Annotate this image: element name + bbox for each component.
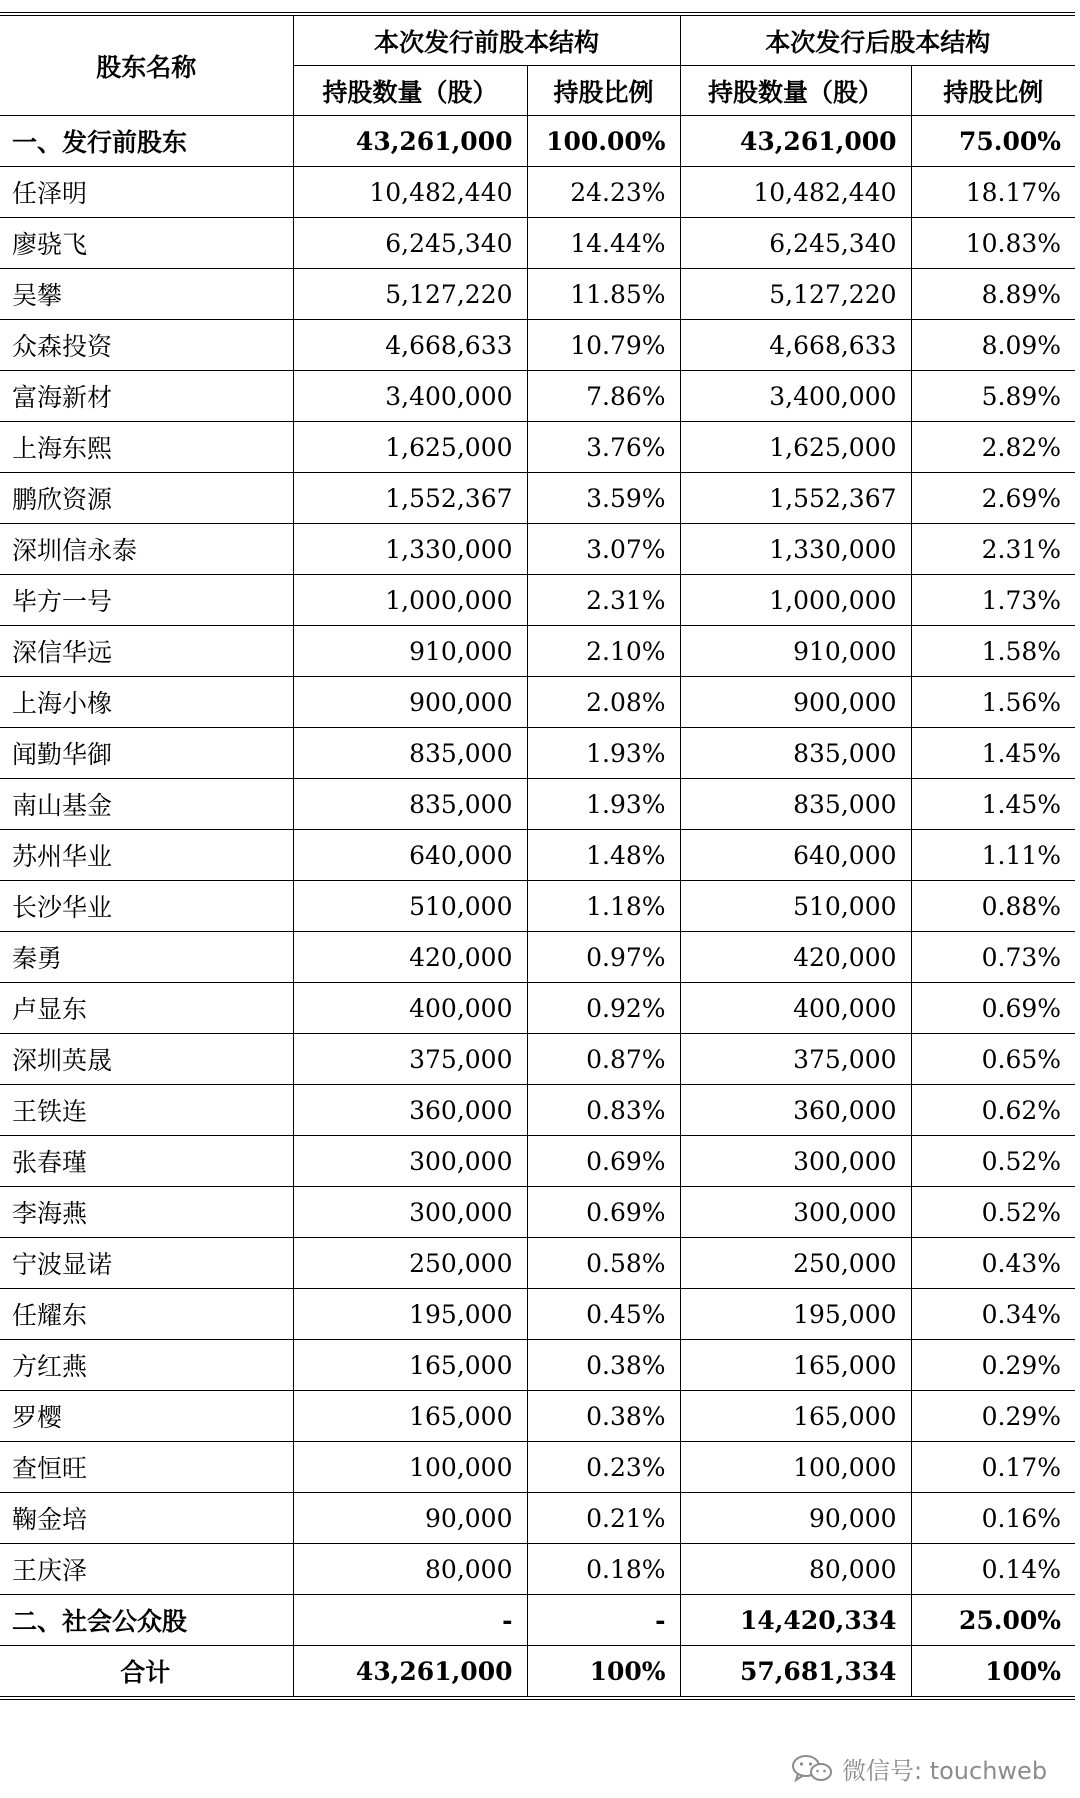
before-shares-cell: - [293,1595,527,1646]
wechat-icon [790,1753,834,1783]
after-shares-cell: 1,330,000 [680,524,911,575]
before-shares-cell: 80,000 [293,1544,527,1595]
before-ratio-cell: 14.44% [527,218,680,269]
before-ratio-cell: 100% [527,1646,680,1699]
table-row [0,932,1075,983]
before-shares-cell: 165,000 [293,1340,527,1391]
before-shares-cell: 1,625,000 [293,422,527,473]
table-row [0,1442,1075,1493]
after-shares-cell: 300,000 [680,1136,911,1187]
table-row [0,1136,1075,1187]
before-shares-cell: 10,482,440 [293,167,527,218]
before-ratio-cell: 0.38% [527,1391,680,1442]
header-shareholder-name: 股东名称 [0,14,293,116]
table-row [0,371,1075,422]
before-ratio-cell: - [527,1595,680,1646]
after-ratio-cell: 1.56% [911,677,1075,728]
table-row [0,830,1075,881]
shareholder-name-cell: 廖骁飞 [0,218,293,269]
before-shares-cell: 835,000 [293,728,527,779]
shareholder-name-cell: 众森投资 [0,320,293,371]
after-shares-cell: 4,668,633 [680,320,911,371]
before-ratio-cell: 24.23% [527,167,680,218]
before-ratio-cell: 2.31% [527,575,680,626]
before-shares-cell: 5,127,220 [293,269,527,320]
before-ratio-cell: 2.08% [527,677,680,728]
table-row [0,1034,1075,1085]
table-body [0,116,1075,1699]
header-after-shares: 持股数量（股） [680,66,911,116]
before-shares-cell: 100,000 [293,1442,527,1493]
table-row [0,1187,1075,1238]
before-ratio-cell: 0.23% [527,1442,680,1493]
shareholder-name-cell: 二、社会公众股 [0,1595,293,1646]
shareholding-table [0,12,1075,1700]
before-ratio-cell: 1.18% [527,881,680,932]
after-shares-cell: 10,482,440 [680,167,911,218]
before-ratio-cell: 3.07% [527,524,680,575]
before-ratio-cell: 11.85% [527,269,680,320]
before-ratio-cell: 1.48% [527,830,680,881]
table-row [0,677,1075,728]
after-ratio-cell: 1.45% [911,728,1075,779]
after-shares-cell: 195,000 [680,1289,911,1340]
after-ratio-cell: 1.11% [911,830,1075,881]
after-shares-cell: 57,681,334 [680,1646,911,1699]
after-shares-cell: 300,000 [680,1187,911,1238]
table-row [0,269,1075,320]
table-row [0,1493,1075,1544]
table-row [0,422,1075,473]
shareholder-name-cell: 鞠金培 [0,1493,293,1544]
after-shares-cell: 165,000 [680,1391,911,1442]
before-shares-cell: 835,000 [293,779,527,830]
shareholder-name-cell: 宁波显诺 [0,1238,293,1289]
before-ratio-cell: 1.93% [527,728,680,779]
before-shares-cell: 43,261,000 [293,1646,527,1699]
before-shares-cell: 90,000 [293,1493,527,1544]
table-row [0,1238,1075,1289]
after-ratio-cell: 0.52% [911,1136,1075,1187]
shareholder-name-cell: 查恒旺 [0,1442,293,1493]
before-ratio-cell: 0.92% [527,983,680,1034]
before-shares-cell: 3,400,000 [293,371,527,422]
after-shares-cell: 510,000 [680,881,911,932]
shareholder-name-cell: 苏州华业 [0,830,293,881]
table-row [0,1544,1075,1595]
after-shares-cell: 14,420,334 [680,1595,911,1646]
after-ratio-cell: 1.73% [911,575,1075,626]
table-row [0,524,1075,575]
after-ratio-cell: 100% [911,1646,1075,1699]
after-shares-cell: 375,000 [680,1034,911,1085]
table-row [0,983,1075,1034]
header-after-ratio: 持股比例 [911,66,1075,116]
before-ratio-cell: 3.59% [527,473,680,524]
before-shares-cell: 300,000 [293,1136,527,1187]
table-row [0,1085,1075,1136]
before-ratio-cell: 0.45% [527,1289,680,1340]
table-row [0,1340,1075,1391]
after-ratio-cell: 8.89% [911,269,1075,320]
after-ratio-cell: 0.14% [911,1544,1075,1595]
after-shares-cell: 3,400,000 [680,371,911,422]
after-shares-cell: 640,000 [680,830,911,881]
before-shares-cell: 900,000 [293,677,527,728]
shareholder-name-cell: 李海燕 [0,1187,293,1238]
after-ratio-cell: 1.45% [911,779,1075,830]
before-shares-cell: 510,000 [293,881,527,932]
shareholder-name-cell: 合计 [0,1646,293,1699]
before-shares-cell: 400,000 [293,983,527,1034]
before-shares-cell: 4,668,633 [293,320,527,371]
after-ratio-cell: 5.89% [911,371,1075,422]
before-ratio-cell: 0.21% [527,1493,680,1544]
after-ratio-cell: 0.65% [911,1034,1075,1085]
after-shares-cell: 5,127,220 [680,269,911,320]
after-ratio-cell: 0.29% [911,1391,1075,1442]
shareholder-name-cell: 上海小橡 [0,677,293,728]
before-shares-cell: 43,261,000 [293,116,527,167]
after-ratio-cell: 0.52% [911,1187,1075,1238]
table-row [0,218,1075,269]
before-ratio-cell: 10.79% [527,320,680,371]
after-shares-cell: 900,000 [680,677,911,728]
before-ratio-cell: 1.93% [527,779,680,830]
table-row [0,881,1075,932]
shareholder-name-cell: 方红燕 [0,1340,293,1391]
after-ratio-cell: 2.82% [911,422,1075,473]
header-before-shares: 持股数量（股） [293,66,527,116]
after-ratio-cell: 1.58% [911,626,1075,677]
before-ratio-cell: 0.83% [527,1085,680,1136]
after-shares-cell: 420,000 [680,932,911,983]
before-shares-cell: 6,245,340 [293,218,527,269]
after-shares-cell: 43,261,000 [680,116,911,167]
before-ratio-cell: 2.10% [527,626,680,677]
total-row [0,1646,1075,1699]
header-before-issuance: 本次发行前股本结构 [293,14,680,66]
shareholder-name-cell: 王铁连 [0,1085,293,1136]
after-ratio-cell: 0.69% [911,983,1075,1034]
before-ratio-cell: 0.69% [527,1136,680,1187]
after-ratio-cell: 0.16% [911,1493,1075,1544]
after-ratio-cell: 0.88% [911,881,1075,932]
watermark-text: 微信号: touchweb [842,1756,1048,1785]
after-shares-cell: 165,000 [680,1340,911,1391]
after-shares-cell: 835,000 [680,779,911,830]
after-ratio-cell: 10.83% [911,218,1075,269]
after-shares-cell: 400,000 [680,983,911,1034]
shareholder-name-cell: 吴攀 [0,269,293,320]
table-row [0,779,1075,830]
table-row [0,575,1075,626]
after-shares-cell: 835,000 [680,728,911,779]
after-shares-cell: 6,245,340 [680,218,911,269]
table-row [0,626,1075,677]
header-before-ratio: 持股比例 [527,66,680,116]
after-shares-cell: 910,000 [680,626,911,677]
before-ratio-cell: 0.38% [527,1340,680,1391]
after-ratio-cell: 0.43% [911,1238,1075,1289]
table-row [0,1289,1075,1340]
before-ratio-cell: 0.97% [527,932,680,983]
table-row [0,728,1075,779]
shareholder-name-cell: 深信华远 [0,626,293,677]
shareholder-name-cell: 鹏欣资源 [0,473,293,524]
after-shares-cell: 100,000 [680,1442,911,1493]
shareholder-name-cell: 任耀东 [0,1289,293,1340]
before-shares-cell: 360,000 [293,1085,527,1136]
before-ratio-cell: 0.87% [527,1034,680,1085]
section-row [0,116,1075,167]
shareholder-name-cell: 深圳信永泰 [0,524,293,575]
after-shares-cell: 250,000 [680,1238,911,1289]
shareholder-name-cell: 罗樱 [0,1391,293,1442]
watermark [790,1752,1047,1784]
before-shares-cell: 250,000 [293,1238,527,1289]
before-shares-cell: 195,000 [293,1289,527,1340]
shareholder-name-cell: 秦勇 [0,932,293,983]
shareholder-name-cell: 富海新材 [0,371,293,422]
before-shares-cell: 420,000 [293,932,527,983]
shareholder-name-cell: 张春瑾 [0,1136,293,1187]
shareholder-name-cell: 闻勤华御 [0,728,293,779]
after-ratio-cell: 0.62% [911,1085,1075,1136]
after-ratio-cell: 0.34% [911,1289,1075,1340]
shareholder-name-cell: 王庆泽 [0,1544,293,1595]
shareholder-name-cell: 一、发行前股东 [0,116,293,167]
before-shares-cell: 1,552,367 [293,473,527,524]
after-ratio-cell: 2.31% [911,524,1075,575]
after-shares-cell: 360,000 [680,1085,911,1136]
table-row [0,320,1075,371]
after-ratio-cell: 0.17% [911,1442,1075,1493]
after-ratio-cell: 25.00% [911,1595,1075,1646]
before-shares-cell: 165,000 [293,1391,527,1442]
shareholder-name-cell: 上海东熙 [0,422,293,473]
table-row [0,167,1075,218]
after-shares-cell: 80,000 [680,1544,911,1595]
table-row [0,1391,1075,1442]
before-shares-cell: 910,000 [293,626,527,677]
after-shares-cell: 1,552,367 [680,473,911,524]
after-shares-cell: 1,625,000 [680,422,911,473]
after-shares-cell: 1,000,000 [680,575,911,626]
shareholder-name-cell: 卢显东 [0,983,293,1034]
before-ratio-cell: 0.58% [527,1238,680,1289]
before-shares-cell: 640,000 [293,830,527,881]
after-ratio-cell: 2.69% [911,473,1075,524]
before-ratio-cell: 0.69% [527,1187,680,1238]
section-row [0,1595,1075,1646]
header-after-issuance: 本次发行后股本结构 [680,14,1075,66]
shareholder-name-cell: 长沙华业 [0,881,293,932]
before-shares-cell: 1,000,000 [293,575,527,626]
after-ratio-cell: 75.00% [911,116,1075,167]
before-shares-cell: 1,330,000 [293,524,527,575]
after-ratio-cell: 8.09% [911,320,1075,371]
before-ratio-cell: 100.00% [527,116,680,167]
shareholder-name-cell: 任泽明 [0,167,293,218]
after-shares-cell: 90,000 [680,1493,911,1544]
before-shares-cell: 300,000 [293,1187,527,1238]
before-ratio-cell: 0.18% [527,1544,680,1595]
after-ratio-cell: 0.73% [911,932,1075,983]
shareholder-name-cell: 深圳英晟 [0,1034,293,1085]
after-ratio-cell: 18.17% [911,167,1075,218]
table-row [0,473,1075,524]
before-ratio-cell: 3.76% [527,422,680,473]
shareholder-name-cell: 毕方一号 [0,575,293,626]
after-ratio-cell: 0.29% [911,1340,1075,1391]
before-shares-cell: 375,000 [293,1034,527,1085]
before-ratio-cell: 7.86% [527,371,680,422]
shareholder-name-cell: 南山基金 [0,779,293,830]
